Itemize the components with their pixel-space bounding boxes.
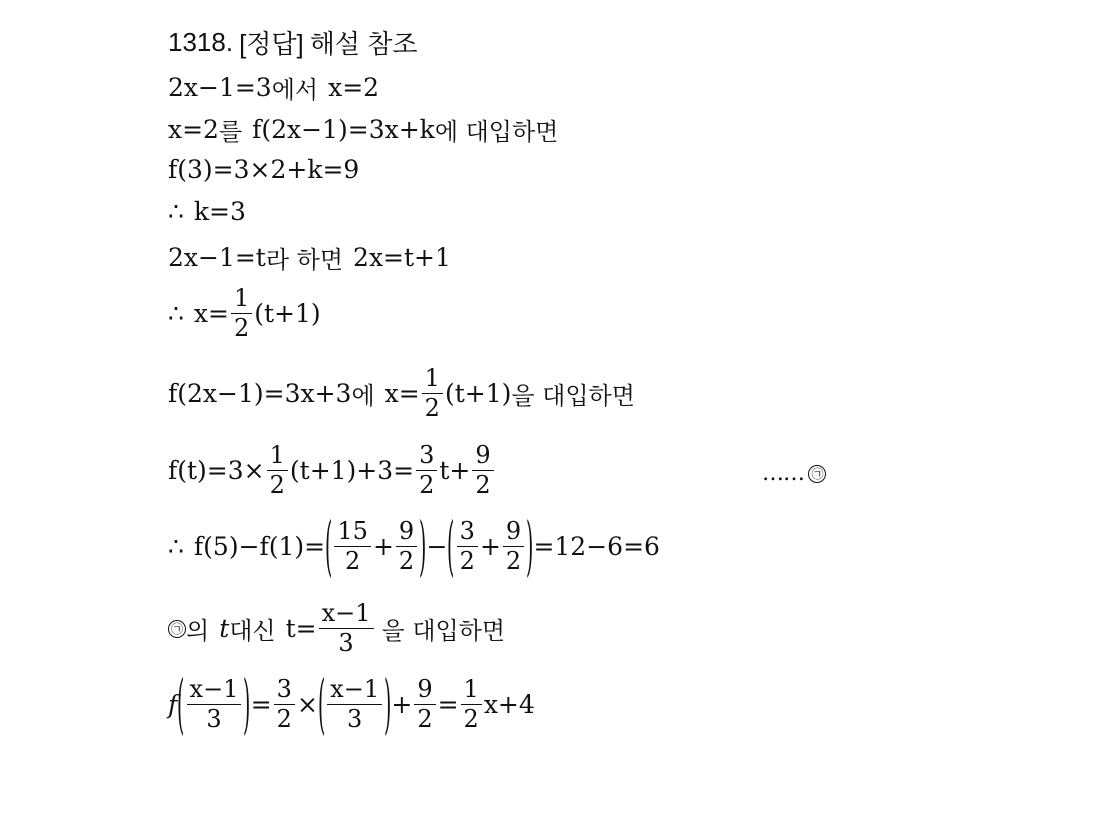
denominator: 2 [233,314,250,343]
denominator: 3 [346,705,363,734]
denominator: 2 [276,705,292,734]
denominator: 2 [269,471,285,500]
text: 에 [351,382,375,411]
fraction [457,519,478,574]
numerator: 3 [274,677,295,705]
equation: f(2x−1)=3x+3 [168,379,352,409]
numerator: 9 [472,443,493,471]
text: 에서 [271,76,319,104]
numerator: 9 [414,677,435,705]
numerator: 1 [231,286,252,314]
numerator: 9 [503,519,524,547]
denominator: 2 [419,471,435,500]
lhs: x= [384,379,420,409]
function-f: f [168,690,178,720]
denominator: 2 [459,547,475,576]
equation: f(3)=3×2+k=9 [168,155,360,184]
lhs: f(5)−f(1)= [193,532,326,562]
numerator: x−1 [327,677,382,705]
equals: = [250,690,272,720]
right-paren: ) [384,666,392,743]
solution-line-1 [168,70,379,105]
fraction [319,601,374,656]
fraction [267,443,288,498]
denominator: 2 [417,705,433,734]
plus: + [391,690,413,720]
substitution: x=2 [168,115,219,144]
left-paren: ( [317,666,326,743]
lhs: t= [285,614,317,644]
lhs: x= [193,299,229,329]
leader-dots: …… [762,461,804,486]
denominator: 2 [345,547,361,576]
reference-text: 해설 참조 [309,29,418,59]
fraction [503,519,524,574]
fraction [416,443,437,498]
tail: x+4 [483,690,535,720]
fraction [231,286,252,341]
problem-header [168,24,417,61]
denominator: 3 [338,629,354,658]
solution-line-6 [168,286,321,341]
therefore-symbol: ∴ [168,197,184,226]
right-paren: ) [526,508,534,585]
denominator: 2 [463,705,479,734]
rhs: (t+1) [254,299,321,329]
text: 를 [218,118,243,146]
plus: + [372,532,394,562]
denominator: 2 [398,547,415,576]
solution-line-11 [168,666,535,743]
fraction [422,366,443,421]
plus: + [479,532,501,562]
equation: 2x−1=3 [168,73,272,102]
text: 의 [186,617,210,646]
text: 대신 [229,617,276,646]
middle: (t+1)+3= [289,456,415,486]
denominator: 2 [475,471,491,500]
result: 2x=t+1 [353,243,451,272]
minus: − [426,532,448,562]
solution-line-10 [168,601,505,656]
therefore-symbol: ∴ [168,299,184,329]
text: 을 대입하면 [511,382,635,411]
lhs: f(t)=3× [168,456,265,486]
left-paren: ( [325,508,333,585]
left-paren: ( [177,666,185,743]
numerator: 15 [334,519,371,547]
fraction [472,443,493,498]
numerator: x−1 [187,677,242,705]
numerator: 3 [457,519,478,547]
fraction [327,677,382,732]
times: × [296,690,318,720]
equation: f(2x−1)=3x+k [252,115,435,144]
numerator: 1 [422,366,443,394]
fraction [396,519,417,574]
problem-number: 1318. [168,27,234,57]
numerator: 3 [416,443,437,471]
denominator: 2 [505,547,522,576]
equals: = [437,690,459,720]
solution-line-9 [168,508,660,585]
denominator: 3 [206,705,222,734]
fraction [461,677,482,732]
solution-line-3 [168,155,359,184]
therefore-symbol: ∴ [168,532,184,562]
circled-giyeok-icon: ㉠ [808,465,826,483]
text: 에 대입하면 [434,118,559,146]
solution-line-4 [168,197,246,226]
rhs: (t+1) [444,379,512,409]
numerator: 9 [396,519,417,547]
result: x=2 [328,73,380,102]
right-paren: ) [419,508,427,585]
left-paren: ( [447,508,455,585]
solution-line-7 [168,366,635,421]
fraction [334,519,371,574]
equation: k=3 [193,197,246,226]
solution-line-8 [168,443,496,498]
fraction [274,677,295,732]
answer-tag: [정답] [239,29,304,59]
circled-giyeok-icon: ㉠ [168,620,186,638]
fraction [187,677,242,732]
right-paren: ) [243,666,251,743]
result: =12−6=6 [533,532,660,562]
numerator: 1 [267,443,288,471]
t-term: t+ [439,456,471,486]
text: 라 하면 [265,246,344,274]
solution-line-5 [168,240,451,275]
text: 을 대입하면 [381,617,506,646]
solution-line-2 [168,112,558,147]
denominator: 2 [424,394,440,423]
fraction [414,677,435,732]
equation: 2x−1=t [168,243,266,272]
numerator: 1 [461,677,482,705]
equation-marker [762,461,826,486]
numerator: x−1 [319,601,374,629]
variable-t: t [219,614,230,644]
